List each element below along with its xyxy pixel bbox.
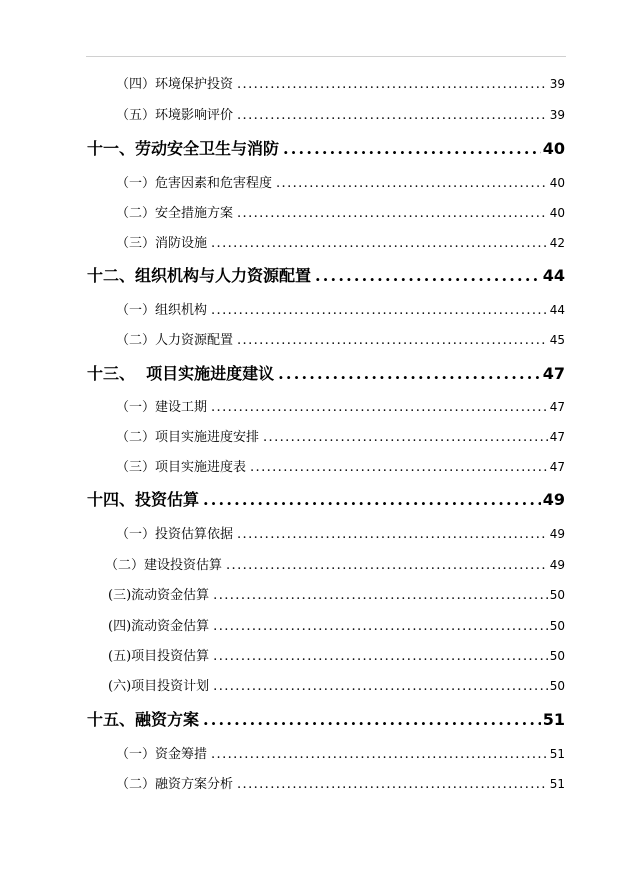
toc-entry-title: （三）项目实施进度表 [116, 460, 247, 475]
toc-leader-dots [211, 398, 548, 418]
toc-chapter-entry[interactable] [87, 488, 565, 512]
toc-entry-title: （二）建设投资估算 [105, 558, 223, 573]
toc-entry[interactable] [116, 774, 565, 794]
toc-leader-dots [237, 525, 548, 545]
toc-entry-title: 十五、融资方案 [87, 710, 200, 729]
toc-entry-title: （二）人力资源配置 [116, 333, 234, 348]
toc-entry-title: （五）环境影响评价 [116, 108, 234, 123]
toc-entry-title: （二）融资方案分析 [116, 777, 234, 792]
toc-chapter-entry[interactable] [87, 264, 565, 288]
toc-entry-page: 49 [549, 558, 565, 572]
toc-entry-title: 十一、劳动安全卫生与消防 [87, 139, 280, 158]
toc-leader-dots [211, 301, 548, 321]
toc-entry-page: 49 [549, 527, 565, 541]
toc-entry-page: 44 [549, 303, 565, 317]
toc-leader-dots [226, 556, 548, 576]
toc-chapter-entry[interactable] [87, 708, 565, 732]
toc-leader-dots [315, 264, 541, 288]
toc-leader-dots [213, 677, 548, 697]
toc-entry-title: （一）危害因素和危害程度 [116, 176, 273, 191]
toc-entry-page: 42 [549, 236, 565, 250]
toc-entry-title: (五)项目投资估算 [108, 649, 210, 664]
toc-entry[interactable] [108, 616, 565, 636]
toc-entry-title: 十四、投资估算 [87, 490, 200, 509]
toc-leader-dots [237, 204, 548, 224]
toc-entry-title: （二）项目实施进度安排 [116, 430, 260, 445]
toc-entry-page: 39 [549, 108, 565, 122]
toc-leader-dots [211, 234, 548, 254]
toc-leader-dots [237, 331, 548, 351]
toc-leader-dots [237, 106, 548, 126]
toc-entry[interactable] [116, 330, 565, 350]
toc-leader-dots [283, 137, 541, 161]
toc-entry[interactable] [116, 203, 565, 223]
toc-entry-title: （一）投资估算依据 [116, 527, 234, 542]
toc-leader-dots [237, 75, 548, 95]
toc-leader-dots [278, 362, 541, 386]
toc-entry-page: 40 [549, 206, 565, 220]
toc-leader-dots [203, 488, 541, 512]
toc-entry-page: 44 [542, 266, 565, 285]
toc-entry-page: 45 [549, 333, 565, 347]
toc-entry-title: （一）资金筹措 [116, 747, 208, 762]
toc-entry-title: 十二、组织机构与人力资源配置 [87, 266, 312, 285]
toc-chapter-entry[interactable] [87, 137, 565, 161]
toc-entry[interactable] [116, 233, 565, 253]
toc-entry-page: 51 [549, 777, 565, 791]
toc-entry[interactable] [116, 524, 565, 544]
toc-entry-title: （四）环境保护投资 [116, 77, 234, 92]
toc-leader-dots [213, 586, 548, 606]
toc-entry[interactable] [116, 173, 565, 193]
toc-entry-page: 50 [549, 649, 565, 663]
toc-entry[interactable] [116, 74, 565, 94]
toc-entry-page: 47 [549, 430, 565, 444]
toc-entry-page: 47 [542, 364, 565, 383]
toc-entry-page: 47 [549, 460, 565, 474]
toc-entry[interactable] [116, 397, 565, 417]
toc-entry-title: (六)项目投资计划 [108, 679, 210, 694]
toc-entry-title: （三）消防设施 [116, 236, 208, 251]
toc-leader-dots [276, 174, 548, 194]
toc-leader-dots [211, 745, 548, 765]
toc-entry-page: 39 [549, 77, 565, 91]
toc-leader-dots [213, 647, 548, 667]
toc-entry[interactable] [116, 300, 565, 320]
toc-entry-page: 50 [549, 588, 565, 602]
toc-entry-title: （一）组织机构 [116, 303, 208, 318]
toc-entry-title: 十三、 项目实施进度建议 [87, 364, 275, 383]
toc-entry-page: 40 [542, 139, 565, 158]
toc-entry-page: 50 [549, 679, 565, 693]
toc-entry-page: 49 [542, 490, 565, 509]
toc-entry[interactable] [116, 457, 565, 477]
toc-chapter-entry[interactable] [87, 362, 565, 386]
toc-entry-page: 47 [549, 400, 565, 414]
toc-entry-title: (三)流动资金估算 [108, 588, 210, 603]
toc-leader-dots [263, 428, 548, 448]
toc-entry-page: 51 [549, 747, 565, 761]
toc-entry-title: （一）建设工期 [116, 400, 208, 415]
toc-entry-page: 40 [549, 176, 565, 190]
toc-leader-dots [213, 617, 548, 637]
toc-leader-dots [250, 458, 548, 478]
toc-entry[interactable] [116, 427, 565, 447]
toc-entry[interactable] [108, 585, 565, 605]
toc-entry-page: 50 [549, 619, 565, 633]
toc-entry[interactable] [108, 676, 565, 696]
toc-entry-title: （二）安全措施方案 [116, 206, 234, 221]
toc-leader-dots [237, 775, 548, 795]
toc-entry-page: 51 [542, 710, 565, 729]
toc-entry-title: (四)流动资金估算 [108, 619, 210, 634]
toc-entry[interactable] [105, 555, 565, 575]
toc-entry[interactable] [116, 744, 565, 764]
toc-leader-dots [203, 708, 541, 732]
toc-entry[interactable] [116, 105, 565, 125]
toc-entry[interactable] [108, 646, 565, 666]
